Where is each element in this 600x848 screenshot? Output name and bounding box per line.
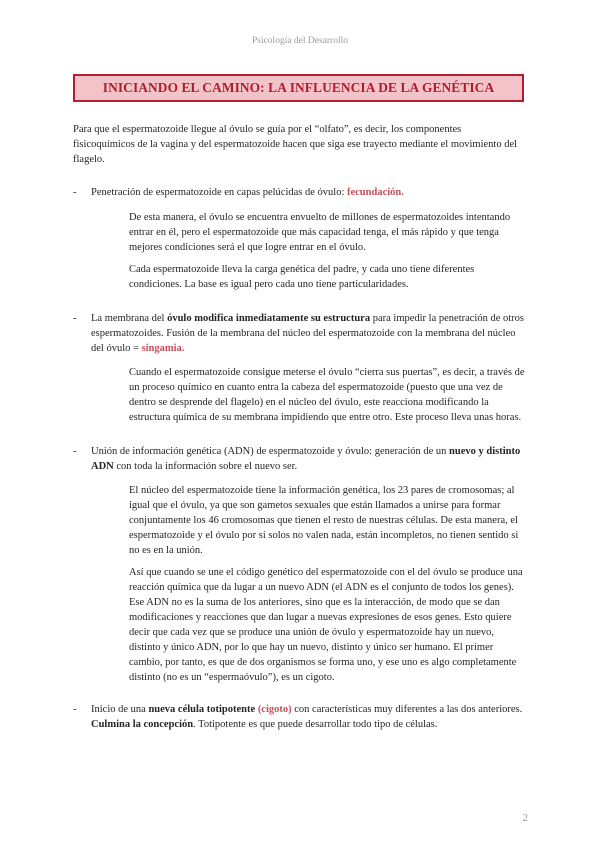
section-title: INICIANDO EL CAMINO: LA INFLUENCIA DE LA GENÉTICA: [102, 80, 495, 95]
intro-paragraph: Para que el espermatozoide llegue al óvulo se guía por el “olfato”, es decir, los componentes fisicoquímicos de la vagina y del espermatozoide hacen que siga ese trayecto mediante el movimiento del flagelo.: [73, 124, 518, 165]
page-number: 2: [522, 812, 528, 824]
bullet-dash: -: [73, 313, 77, 324]
bullet-bold-text: nuevo y distinto ADN: [91, 446, 521, 472]
bullet-bold-text: Culmina la concepción: [91, 719, 194, 730]
bullet-item-membrana: [73, 311, 525, 356]
bullet-text: con características muy diferentes a las dos anteriores.: [291, 704, 523, 715]
bullet-bold-text: óvulo modifica inmediatamente su estructura: [167, 313, 371, 324]
bullet-dash: -: [73, 446, 77, 457]
running-header: Psicología del Desarrollo: [251, 36, 349, 46]
sub-paragraph: De esta manera, el óvulo se encuentra envuelto de millones de espermatozoides intentando entrar en él, pero el espermatozoide que más capacidad tenga, el más rápido y que tenga mejores condiciones será el que logre entrar en el óvulo.: [129, 212, 511, 253]
bullet-dash: -: [73, 704, 77, 715]
sub-paragraph: Cada espermatozoide lleva la carga genética del padre, y cada uno tiene diferentes condiciones. La base es igual pero cada uno tiene particularidades.: [129, 264, 475, 290]
bullet-dash: -: [73, 187, 77, 198]
sub-paragraph: El núcleo del espermatozoide tiene la información genética, los 23 pares de cromosomas; al igual que el óvulo, ya que son gametos sexuales que están llamados a unirse para formar conjuntamente los 46 cromosomas que tienen el resto de nuestras células. De esta manera, el espermatozoide y el óvulo por sí solos no valen nada, están incompletos, no tienen sentido si no es en la unión.: [129, 485, 519, 556]
bullet-text: Inicio de una: [91, 704, 149, 715]
bullet-item-adn: [73, 444, 525, 474]
bullet-bold-text: nueva célula totipotente: [148, 704, 256, 715]
bullet-text: . Totipotente es que puede desarrollar todo tipo de células.: [193, 719, 438, 730]
bullet-item-cigoto: [73, 702, 525, 732]
bullet-text: con toda la información sobre el nuevo ser.: [113, 461, 298, 472]
term-singamia: singamia.: [141, 343, 185, 354]
bullet-item-fecundacion: [73, 185, 525, 200]
bullet-text: para impedir la penetración de otros espermatozoides. Fusión de la membrana del núcleo del espermatozoide con la membrana del núcleo del óvulo =: [91, 313, 525, 354]
sub-paragraph: Cuando el espermatozoide consigue meterse el óvulo “cierra sus puertas”, es decir, a través de un proceso químico en cuanto entra la cabeza del espermatozoide (puesto que una vez de dentro se desprende del flagelo) en el núcleo del óvulo, este reacciona modificando la estructura química de su membrana impidiendo que entre otro. Este proceso lleva unas horas.: [129, 367, 525, 423]
document-body: [73, 122, 525, 732]
bullet-text: Unión de información genética (ADN) de espermatozoide y óvulo: generación de un: [91, 446, 450, 457]
section-title-box: [73, 74, 524, 102]
bullet-text: Penetración de espermatozoide en capas pelúcidas de óvulo:: [91, 187, 347, 198]
term-fecundacion: fecundación.: [346, 187, 404, 198]
sub-paragraph: Así que cuando se une el código genético del espermatozoide con el del óvulo se produce una reacción química que da lugar a un nuevo ADN (el ADN es el conjunto de todos los genes). Ese ADN no es la suma de los anteriores, sino que es la interacción, de modo que se dan modificaciones y reacciones que dan lugar a nuevas expresiones de esos genes. Esto quiere decir que cada vez que se produce una unión de óvulo y espermatozoide hay un nuevo, distinto y único ADN, por lo que hay un nuevo, distinto y único ser humano. El primer cambio, por tanto, es que de dos organismos se forma uno, y ese uno es algo completamente distinto (no es un “espermaóvulo”), es un cigoto.: [129, 567, 523, 683]
term-cigoto: (cigoto): [257, 704, 292, 715]
bullet-text: La membrana del: [91, 313, 168, 324]
